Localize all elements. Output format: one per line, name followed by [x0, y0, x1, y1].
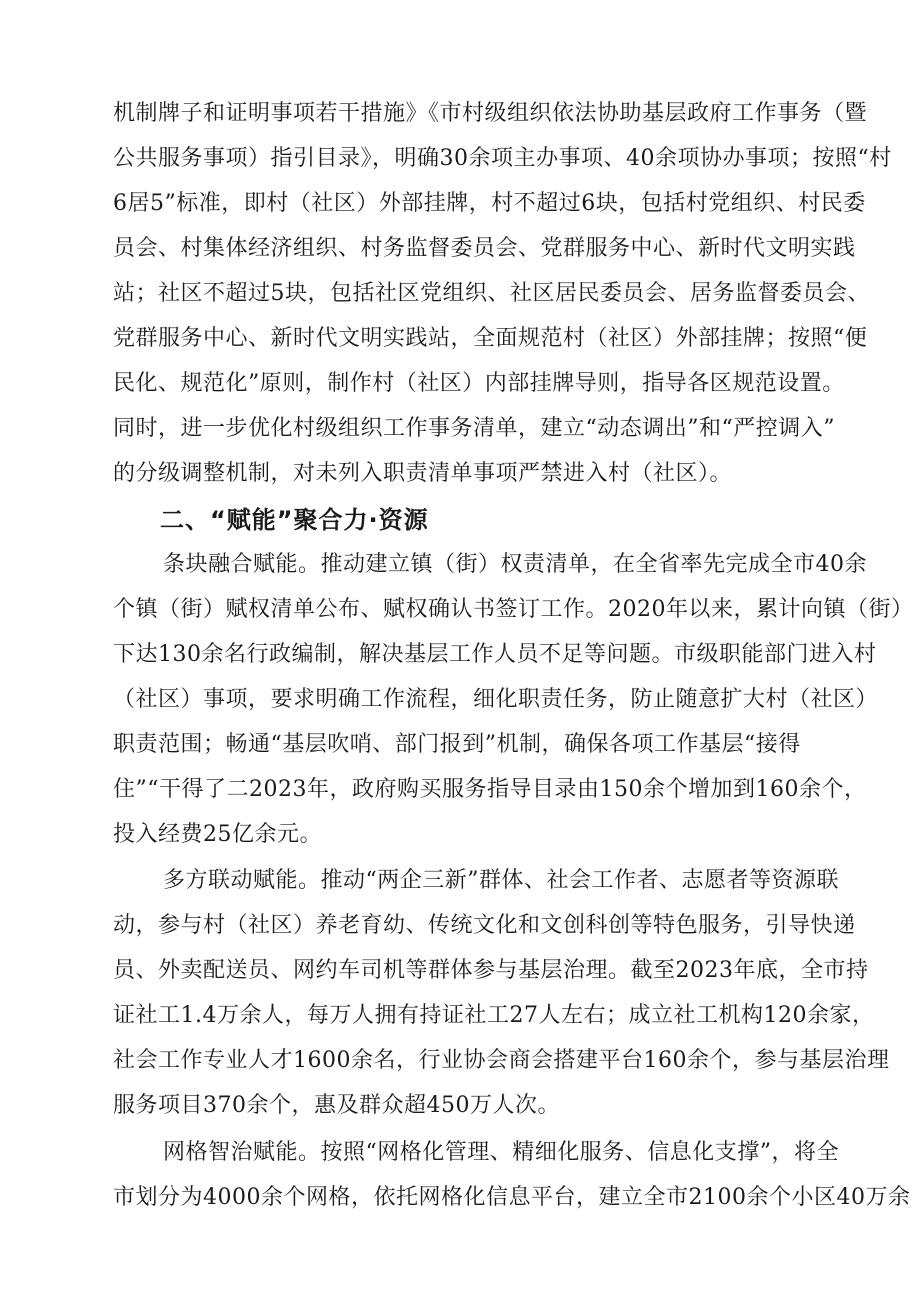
paragraph-line: 员、外卖配送员、网约车司机等群体参与基层治理。截至2023年底，全市持 — [113, 958, 869, 983]
paragraph-line: 职责范围；畅通“基层吹哨、部门报到”机制，确保各项工作基层“接得 — [113, 732, 801, 757]
paragraph-line: 证社工1.4万余人，每万人拥有持证社工27人左右；成立社工机构120余家， — [113, 1003, 875, 1028]
paragraph-line: 站；社区不超过5块，包括社区党组织、社区居民委员会、居务监督委员会、 — [113, 281, 870, 306]
paragraph-line: 住”“干得了二2023年，政府购买服务指导目录由150余个增加到160余个， — [113, 777, 867, 802]
paragraph-line: 公共服务事项）指引目录》，明确30余项主办事项、40余项协办事项；按照“村 — [113, 146, 892, 171]
paragraph-line: 民化、规范化”原则，制作村（社区）内部挂牌导则，指导各区规范设置。 — [113, 371, 845, 396]
paragraph-line: 个镇（街）赋权清单公布、赋权确认书签订工作。2020年以来，累计向镇（街） — [113, 597, 914, 622]
paragraph-line: 条块融合赋能。推动建立镇（街）权责清单，在全省率先完成全市40余 — [163, 552, 867, 577]
paragraph-line: 市划分为4000余个网格，依托网格化信息平台，建立全市2100余个小区40万余 — [113, 1185, 911, 1210]
paragraph-line: 网格智治赋能。按照“网格化管理、精细化服务、信息化支撑”，将全 — [163, 1140, 839, 1165]
paragraph-line: 党群服务中心、新时代文明实践站，全面规范村（社区）外部挂牌；按照“便 — [113, 326, 868, 351]
section-heading: 二、“赋能”聚合力·资源 — [160, 506, 429, 534]
paragraph-line: 机制牌子和证明事项若干措施》《市村级组织依法协助基层政府工作事务（暨 — [113, 101, 868, 126]
paragraph-line: 动，参与村（社区）养老育幼、传统文化和文创科创等特色服务，引导快递 — [113, 913, 856, 938]
paragraph-line: 社会工作专业人才1600余名，行业协会商会搭建平台160余个，参与基层治理 — [113, 1048, 890, 1073]
paragraph-line: 投入经费25亿余元。 — [113, 822, 322, 847]
paragraph-line: 服务项目370余个，惠及群众超450万人次。 — [113, 1093, 560, 1118]
paragraph-line: （社区）事项，要求明确工作流程，细化职责任务，防止随意扩大村（社区） — [113, 687, 879, 712]
paragraph-line: 多方联动赋能。推动“两企三新”群体、社会工作者、志愿者等资源联 — [163, 868, 839, 893]
paragraph-line: 的分级调整机制，对未列入职责清单事项严禁进入村（社区）。 — [113, 461, 733, 486]
paragraph-line: 6居5”标准，即村（社区）外部挂牌，村不超过6块，包括村党组织、村民委 — [113, 191, 866, 216]
paragraph-line: 同时，进一步优化村级组织工作事务清单，建立“动态调出”和“严控调入” — [113, 416, 835, 441]
paragraph-line: 员会、村集体经济组织、村务监督委员会、党群服务中心、新时代文明实践 — [113, 236, 856, 261]
paragraph-line: 下达130余名行政编制，解决基层工作人员不足等问题。市级职能部门进入村 — [113, 642, 877, 667]
